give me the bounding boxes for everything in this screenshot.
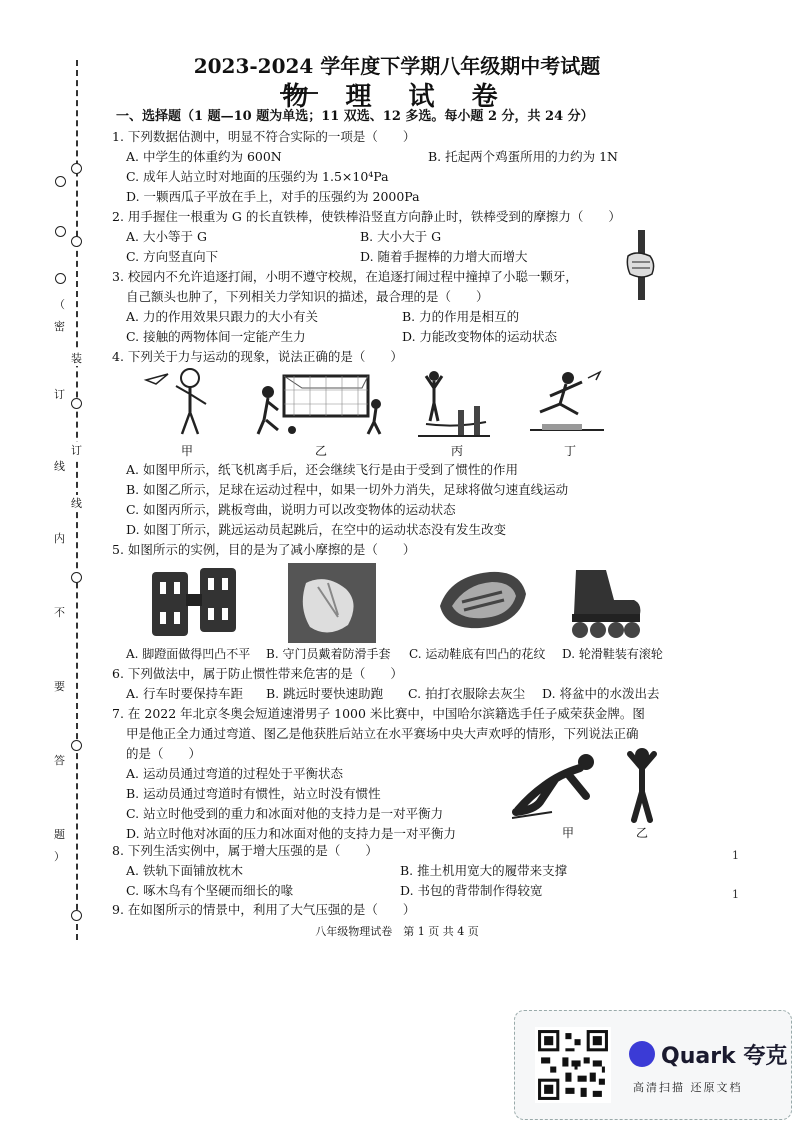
q3-stem-cont: 自己额头也肿了，下列相关力学知识的描述，最合理的是（ ） — [126, 289, 489, 304]
q2-option-b: B. 大小大于 G — [360, 229, 442, 244]
q1-option-b: B. 托起两个鸡蛋所用的力约为 1N — [428, 149, 618, 164]
binding-hole — [71, 572, 82, 583]
brand-tagline: 高清扫描 还原文档 — [633, 1081, 743, 1094]
q2-option-a: A. 大小等于 G — [126, 229, 207, 244]
q7-option-b: B. 运动员通过弯道时有惯性，站立时没有惯性 — [126, 786, 381, 801]
q1-option-d: D. 一颗西瓜子平放在手上，对手的压强约为 2000Pa — [126, 189, 420, 204]
diving-board-figure — [418, 366, 490, 438]
binding-hole — [71, 236, 82, 247]
margin-char: ） — [54, 850, 65, 863]
binding-hole — [55, 176, 66, 187]
margin-char: 答 — [54, 754, 65, 767]
q4-stem: 4. 下列关于力与运动的现象，说法正确的是（ ） — [112, 349, 403, 364]
margin-char: （ — [54, 298, 65, 311]
quark-logo-icon — [629, 1041, 655, 1067]
q4-option-a: A. 如图甲所示，纸飞机离手后，还会继续飞行是由于受到了惯性的作用 — [126, 462, 518, 477]
figure-label-ding: 丁 — [564, 444, 577, 458]
margin-char: 密 — [54, 320, 65, 333]
q8-option-b: B. 推土机用宽大的履带来支撑 — [400, 863, 568, 878]
pedal-figure — [146, 562, 242, 642]
sneaker-sole-figure — [432, 566, 528, 642]
qr-code-icon — [535, 1027, 611, 1103]
q4-option-d: D. 如图丁所示，跳远运动员起跳后，在空中的运动状态没有发生改变 — [126, 522, 507, 537]
standing-skater-figure — [624, 746, 660, 826]
binding-hole — [55, 273, 66, 284]
q5-option-a: A. 脚蹬面做得凹凸不平 — [126, 647, 251, 661]
margin-char: 内 — [54, 532, 65, 545]
q2-option-d: D. 随着手握棒的力增大而增大 — [360, 249, 528, 264]
binding-hole — [71, 740, 82, 751]
q1-option-a: A. 中学生的体重约为 600N — [126, 149, 282, 164]
margin-char-inline: 线 — [71, 497, 82, 510]
margin-char: 题 — [54, 828, 65, 841]
hand-holding-rod-figure — [624, 228, 660, 302]
q8-option-c: C. 啄木鸟有个坚硬而细长的喙 — [126, 883, 294, 898]
margin-char: 线 — [54, 460, 65, 473]
q7-option-a: A. 运动员通过弯道的过程处于平衡状态 — [126, 766, 343, 781]
margin-char: 要 — [54, 680, 65, 693]
section-heading: 一、选择题（1 题—10 题为单选；11 双选、12 多选。每小题 2 分，共 24 分） — [116, 109, 594, 124]
margin-char-inline: 装 — [71, 352, 82, 365]
q2-stem: 2. 用手握住一根重为 G 的长直铁棒，使铁棒沿竖直方向静止时，铁棒受到的摩擦力（ ） — [112, 209, 621, 224]
margin-char: 不 — [54, 606, 65, 619]
figure-label-jia-q7: 甲 — [562, 826, 575, 840]
margin-mark: 1 — [732, 849, 739, 862]
page-footer: 八年级物理试卷 第 1 页 共 4 页 — [315, 925, 479, 938]
q8-option-d: D. 书包的背带制作得较宽 — [400, 883, 543, 898]
q3-stem: 3. 校园内不允许追逐打闹，小明不遵守校规，在追逐打闹过程中撞掉了小聪一颗牙， — [112, 269, 578, 284]
q3-option-d: D. 力能改变物体的运动状态 — [402, 329, 558, 344]
q7-stem: 7. 在 2022 年北京冬奥会短道速滑男子 1000 米比赛中，中国哈尔滨籍选手任子威荣获金牌。图 — [112, 706, 645, 721]
q6-option-a: A. 行车时要保持车距 — [126, 686, 243, 701]
binding-hole — [71, 910, 82, 921]
binding-hole — [71, 163, 82, 174]
q3-option-b: B. 力的作用是相互的 — [402, 309, 520, 324]
scanner-badge — [514, 1010, 792, 1120]
q5-option-c: C. 运动鞋底有凹凸的花纹 — [409, 647, 546, 661]
q5-option-d: D. 轮滑鞋装有滚轮 — [562, 647, 663, 661]
q7-option-d: D. 站立时他对冰面的压力和冰面对他的支持力是一对平衡力 — [126, 826, 457, 841]
q5-stem: 5. 如图所示的实例，目的是为了减小摩擦的是（ ） — [112, 542, 416, 557]
margin-char: 订 — [54, 388, 65, 401]
binding-hole — [55, 226, 66, 237]
figure-label-jia: 甲 — [181, 444, 194, 458]
q6-stem: 6. 下列做法中，属于防止惯性带来危害的是（ ） — [112, 666, 403, 681]
q7-option-c: C. 站立时他受到的重力和冰面对他的支持力是一对平衡力 — [126, 806, 444, 821]
margin-mark: 1 — [732, 888, 739, 901]
q7-stem-cont: 甲是他正全力通过弯道、图乙是他获胜后站立在水平赛场中央大声欢呼的情形，下列说法正确 — [126, 726, 639, 741]
q4-option-c: C. 如图丙所示，跳板弯曲，说明力可以改变物体的运动状态 — [126, 502, 456, 517]
q1-option-c: C. 成年人站立时对地面的压强约为 1.5×10⁴Pa — [126, 169, 389, 184]
q5-option-b: B. 守门员戴着防滑手套 — [266, 647, 391, 661]
q8-option-a: A. 铁轨下面铺放枕木 — [126, 863, 243, 878]
q1-stem: 1. 下列数据估测中，明显不符合实际的一项是（ ） — [112, 129, 416, 144]
figure-label-yi: 乙 — [315, 444, 328, 458]
paper-plane-figure — [140, 366, 220, 438]
q2-option-c: C. 方向竖直向下 — [126, 249, 219, 264]
soccer-goal-figure — [254, 372, 390, 438]
brand-name: Quark 夸克 — [661, 1044, 788, 1069]
binding-hole — [71, 398, 82, 409]
speed-skater-figure — [512, 752, 606, 824]
q8-stem: 8. 下列生活实例中，属于增大压强的是（ ） — [112, 843, 378, 858]
q6-option-d: D. 将盆中的水泼出去 — [542, 686, 660, 701]
goalkeeper-glove-figure — [288, 563, 376, 643]
exam-title: 2023-2024 学年度下学期八年级期中考试题 — [193, 54, 601, 78]
long-jump-figure — [528, 368, 606, 434]
q4-option-b: B. 如图乙所示，足球在运动过程中，如果一切外力消失，足球将做匀速直线运动 — [126, 482, 569, 497]
figure-label-bing: 丙 — [451, 444, 464, 458]
figure-label-yi-q7: 乙 — [636, 826, 649, 840]
roller-skate-figure — [562, 564, 646, 644]
q6-option-b: B. 跳远时要快速助跑 — [266, 686, 384, 701]
q6-option-c: C. 拍打衣服除去灰尘 — [408, 686, 526, 701]
q7-stem-end: 的是（ ） — [126, 746, 202, 761]
exam-subtitle: 物 理 试 卷 — [282, 82, 512, 112]
margin-char-inline: 订 — [71, 444, 82, 457]
q9-stem: 9. 在如图所示的情景中，利用了大气压强的是（ ） — [112, 902, 416, 917]
q3-option-c: C. 接触的两物体间一定能产生力 — [126, 329, 306, 344]
q3-option-a: A. 力的作用效果只跟力的大小有关 — [126, 309, 318, 324]
